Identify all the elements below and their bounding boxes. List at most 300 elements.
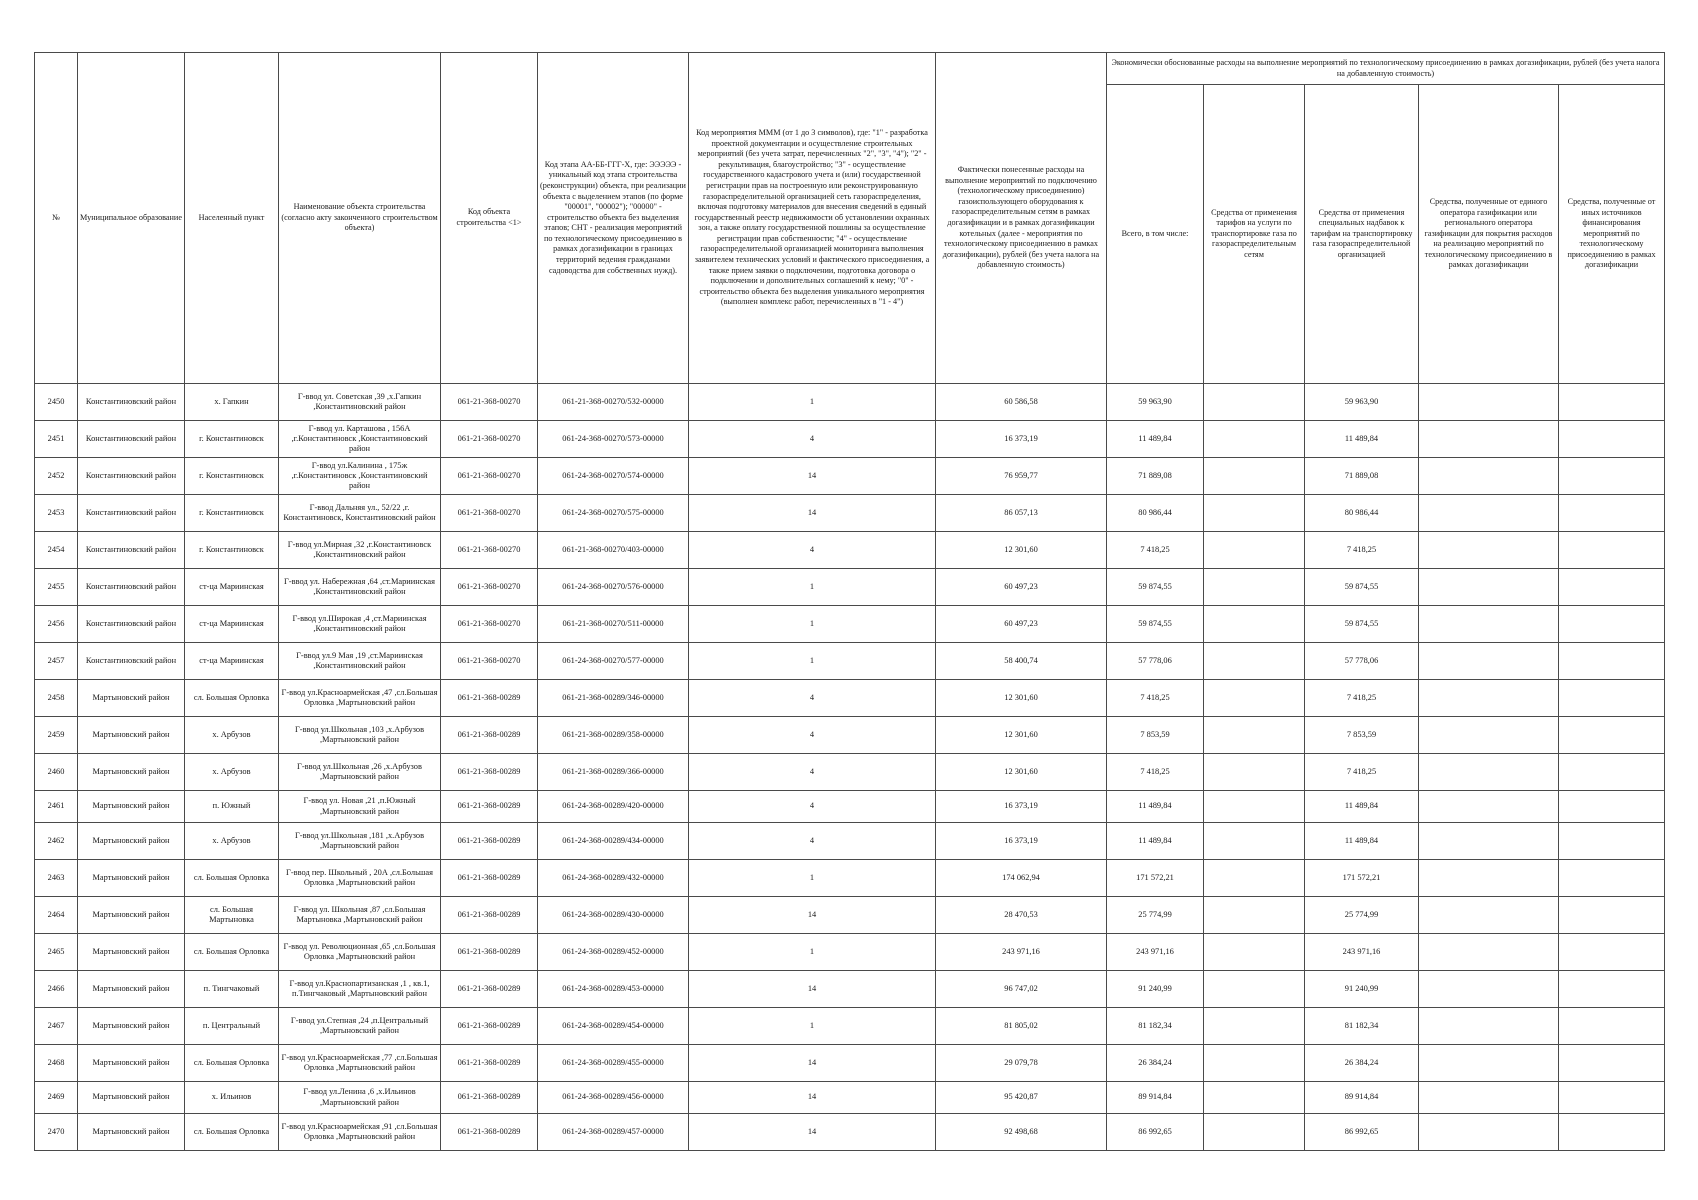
object-name-cell: Г-ввод ул.Школьная ,103 ,х.Арбузов ,Мартыновский район <box>279 717 441 754</box>
municipality-cell: Мартыновский район <box>78 754 185 791</box>
tariffs-cell <box>1204 680 1305 717</box>
measure-code-cell: 1 <box>689 569 936 606</box>
total-cell: 25 774,99 <box>1107 897 1204 934</box>
table-header <box>35 53 1665 384</box>
surcharges-cell: 57 778,06 <box>1305 643 1419 680</box>
total-cell: 7 418,25 <box>1107 680 1204 717</box>
table-row <box>35 897 1665 934</box>
tariffs-cell <box>1204 606 1305 643</box>
total-cell: 7 418,25 <box>1107 532 1204 569</box>
tariffs-cell <box>1204 897 1305 934</box>
settlement-cell: п. Центральный <box>185 1008 279 1045</box>
other-cell <box>1559 860 1665 897</box>
actual-costs-cell: 243 971,16 <box>936 934 1107 971</box>
object-name-cell: Г-ввод ул. Революционная ,65 ,сл.Большая Орловка ,Мартыновский район <box>279 934 441 971</box>
other-cell <box>1559 495 1665 532</box>
total-cell: 59 874,55 <box>1107 606 1204 643</box>
operator-cell <box>1419 1082 1559 1114</box>
actual-costs-cell: 95 420,87 <box>936 1082 1107 1114</box>
object-name-cell: Г-ввод ул.9 Мая ,19 ,ст.Мариинская ,Константиновский район <box>279 643 441 680</box>
tariffs-cell <box>1204 643 1305 680</box>
municipality-cell: Константиновский район <box>78 606 185 643</box>
operator-cell <box>1419 1114 1559 1151</box>
object-code-cell: 061-21-368-00289 <box>441 934 538 971</box>
other-cell <box>1559 680 1665 717</box>
surcharges-cell: 11 489,84 <box>1305 421 1419 458</box>
surcharges-cell: 71 889,08 <box>1305 458 1419 495</box>
total-cell: 57 778,06 <box>1107 643 1204 680</box>
total-cell: 86 992,65 <box>1107 1114 1204 1151</box>
object-name-cell: Г-ввод ул.Школьная ,26 ,х.Арбузов ,Мартыновский район <box>279 754 441 791</box>
stage-code-cell: 061-21-368-00270/532-00000 <box>538 384 689 421</box>
total-cell: 7 853,59 <box>1107 717 1204 754</box>
row-number: 2450 <box>35 384 78 421</box>
measure-code-cell: 1 <box>689 860 936 897</box>
row-number: 2456 <box>35 606 78 643</box>
total-cell: 243 971,16 <box>1107 934 1204 971</box>
operator-cell <box>1419 823 1559 860</box>
other-cell <box>1559 569 1665 606</box>
stage-code-cell: 061-21-368-00270/511-00000 <box>538 606 689 643</box>
row-number: 2462 <box>35 823 78 860</box>
object-name-cell: Г-ввод ул.Красноармейская ,47 ,сл.Большая Орловка ,Мартыновский район <box>279 680 441 717</box>
stage-code-cell: 061-24-368-00289/455-00000 <box>538 1045 689 1082</box>
municipality-cell: Мартыновский район <box>78 1008 185 1045</box>
other-cell <box>1559 897 1665 934</box>
settlement-cell: сл. Большая Орловка <box>185 860 279 897</box>
operator-cell <box>1419 384 1559 421</box>
tariffs-cell <box>1204 934 1305 971</box>
measure-code-cell: 14 <box>689 495 936 532</box>
municipality-cell: Мартыновский район <box>78 791 185 823</box>
table-row <box>35 717 1665 754</box>
actual-costs-cell: 28 470,53 <box>936 897 1107 934</box>
measure-code-cell: 1 <box>689 1008 936 1045</box>
tariffs-cell <box>1204 860 1305 897</box>
table-row <box>35 569 1665 606</box>
table-row <box>35 971 1665 1008</box>
object-name-cell: Г-ввод ул. Карташова , 156А ,г.Константиновск ,Константиновский район <box>279 421 441 458</box>
operator-cell <box>1419 1008 1559 1045</box>
operator-cell <box>1419 532 1559 569</box>
table-row <box>35 680 1665 717</box>
municipality-cell: Мартыновский район <box>78 717 185 754</box>
settlement-cell: сл. Большая Орловка <box>185 934 279 971</box>
actual-costs-cell: 60 586,58 <box>936 384 1107 421</box>
row-number: 2458 <box>35 680 78 717</box>
header-total: Всего, в том числе: <box>1107 85 1204 384</box>
measure-code-cell: 4 <box>689 680 936 717</box>
table-row <box>35 934 1665 971</box>
other-cell <box>1559 823 1665 860</box>
measure-code-cell: 1 <box>689 384 936 421</box>
object-code-cell: 061-21-368-00270 <box>441 458 538 495</box>
header-settlement: Населенный пункт <box>185 53 279 384</box>
other-cell <box>1559 1114 1665 1151</box>
object-name-cell: Г-ввод ул.Краснопартизанская ,1 , кв.1, п.Тингчаковый ,Мартыновский район <box>279 971 441 1008</box>
operator-cell <box>1419 717 1559 754</box>
total-cell: 59 874,55 <box>1107 569 1204 606</box>
object-code-cell: 061-21-368-00289 <box>441 860 538 897</box>
actual-costs-cell: 86 057,13 <box>936 495 1107 532</box>
municipality-cell: Мартыновский район <box>78 971 185 1008</box>
actual-costs-cell: 58 400,74 <box>936 643 1107 680</box>
tariffs-cell <box>1204 421 1305 458</box>
actual-costs-cell: 96 747,02 <box>936 971 1107 1008</box>
row-number: 2465 <box>35 934 78 971</box>
header-object-code: Код объекта строительства <1> <box>441 53 538 384</box>
surcharges-cell: 89 914,84 <box>1305 1082 1419 1114</box>
row-number: 2461 <box>35 791 78 823</box>
object-code-cell: 061-21-368-00270 <box>441 569 538 606</box>
settlement-cell: п. Тингчаковый <box>185 971 279 1008</box>
row-number: 2469 <box>35 1082 78 1114</box>
total-cell: 89 914,84 <box>1107 1082 1204 1114</box>
settlement-cell: ст-ца Мариинская <box>185 569 279 606</box>
measure-code-cell: 14 <box>689 458 936 495</box>
municipality-cell: Константиновский район <box>78 421 185 458</box>
stage-code-cell: 061-24-368-00270/573-00000 <box>538 421 689 458</box>
object-code-cell: 061-21-368-00289 <box>441 971 538 1008</box>
surcharges-cell: 171 572,21 <box>1305 860 1419 897</box>
actual-costs-cell: 12 301,60 <box>936 754 1107 791</box>
settlement-cell: г. Константиновск <box>185 458 279 495</box>
object-code-cell: 061-21-368-00270 <box>441 643 538 680</box>
municipality-cell: Мартыновский район <box>78 860 185 897</box>
municipality-cell: Мартыновский район <box>78 823 185 860</box>
stage-code-cell: 061-24-368-00289/430-00000 <box>538 897 689 934</box>
stage-code-cell: 061-21-368-00270/403-00000 <box>538 532 689 569</box>
measure-code-cell: 1 <box>689 643 936 680</box>
stage-code-cell: 061-21-368-00289/366-00000 <box>538 754 689 791</box>
object-code-cell: 061-21-368-00289 <box>441 823 538 860</box>
surcharges-cell: 59 963,90 <box>1305 384 1419 421</box>
header-group-economic-costs: Экономически обоснованные расходы на выполнение мероприятий по технологическому присоединению в рамках догазификации, рублей (без учета налога на добавленную стоимость) <box>1107 53 1665 85</box>
surcharges-cell: 243 971,16 <box>1305 934 1419 971</box>
table-row <box>35 1082 1665 1114</box>
measure-code-cell: 1 <box>689 606 936 643</box>
municipality-cell: Мартыновский район <box>78 934 185 971</box>
settlement-cell: сл. Большая Мартыновка <box>185 897 279 934</box>
stage-code-cell: 061-24-368-00289/452-00000 <box>538 934 689 971</box>
municipality-cell: Мартыновский район <box>78 680 185 717</box>
object-name-cell: Г-ввод ул.Широкая ,4 ,ст.Мариинская ,Константиновский район <box>279 606 441 643</box>
municipality-cell: Мартыновский район <box>78 1082 185 1114</box>
municipality-cell: Константиновский район <box>78 458 185 495</box>
table-row <box>35 860 1665 897</box>
settlement-cell: г. Константиновск <box>185 421 279 458</box>
row-number: 2463 <box>35 860 78 897</box>
tariffs-cell <box>1204 458 1305 495</box>
table-row <box>35 606 1665 643</box>
settlement-cell: х. Ильинов <box>185 1082 279 1114</box>
surcharges-cell: 81 182,34 <box>1305 1008 1419 1045</box>
surcharges-cell: 80 986,44 <box>1305 495 1419 532</box>
header-stage-code: Код этапа АА-ББ-ГГГ-Х, где: ЭЭЭЭЭ - уникальный код этапа строительства (реконструкции) объекта, при реализации объекта с выделением этапов (по форме "00001", "00002"); "00000" - строительство объекта без выделения этапов; СНТ - реализация мероприятий по технологическому присоединению в рамках догазификации в границах территорий ведения гражданами садоводства для собственных нужд). <box>538 53 689 384</box>
table-row <box>35 421 1665 458</box>
measure-code-cell: 4 <box>689 754 936 791</box>
surcharges-cell: 7 418,25 <box>1305 754 1419 791</box>
measure-code-cell: 1 <box>689 934 936 971</box>
object-code-cell: 061-21-368-00289 <box>441 717 538 754</box>
object-code-cell: 061-21-368-00270 <box>441 384 538 421</box>
operator-cell <box>1419 897 1559 934</box>
object-code-cell: 061-21-368-00289 <box>441 791 538 823</box>
municipality-cell: Константиновский район <box>78 495 185 532</box>
header-municipality: Муниципальное образование <box>78 53 185 384</box>
other-cell <box>1559 643 1665 680</box>
tariffs-cell <box>1204 569 1305 606</box>
header-tariffs: Средства от применения тарифов на услуги по транспортировке газа по газораспределительным сетям <box>1204 85 1305 384</box>
municipality-cell: Мартыновский район <box>78 897 185 934</box>
other-cell <box>1559 717 1665 754</box>
header-measure-code: Код мероприятия МММ (от 1 до 3 символов), где: "1" - разработка проектной документации и осуществление строительных мероприятий (без учета затрат, перечисленных "2", "3", "4"); "2" - рекультивация, благоустройство; "3" - осуществление государственного кадастрового учета и (или) государственной регистрации прав на построенную или реконструированную газораспределительной организацией сеть газораспределения, включая подготовку материалов для внесения сведений в единый государственный реестр недвижимости об установлении охранных зон, а также оплату государственной пошлины за осуществление регистрации прав собственности; "4" - осуществление газораспределительной организацией мониторинга выполнения заявителем технических условий и фактического присоединения, а также прием заявки о подключении, подготовка договора о подключении и дополнительных соглашений к нему; "0" - строительство объекта без выделения уникального мероприятия (выполнен комплекс работ, перечисленных в "1 - 4") <box>689 53 936 384</box>
operator-cell <box>1419 680 1559 717</box>
header-other: Средства, полученные от иных источников финансирования мероприятий по технологическому присоединению в рамках догазификации <box>1559 85 1665 384</box>
header-object-name: Наименование объекта строительства (согласно акту законченного строительством объекта) <box>279 53 441 384</box>
table-row <box>35 384 1665 421</box>
other-cell <box>1559 754 1665 791</box>
operator-cell <box>1419 569 1559 606</box>
row-number: 2467 <box>35 1008 78 1045</box>
tariffs-cell <box>1204 384 1305 421</box>
other-cell <box>1559 1045 1665 1082</box>
stage-code-cell: 061-24-368-00270/577-00000 <box>538 643 689 680</box>
measure-code-cell: 4 <box>689 791 936 823</box>
actual-costs-cell: 76 959,77 <box>936 458 1107 495</box>
table-body <box>35 384 1665 1151</box>
object-name-cell: Г-ввод ул.Красноармейская ,77 ,сл.Большая Орловка ,Мартыновский район <box>279 1045 441 1082</box>
object-name-cell: Г-ввод пер. Школьный , 20А ,сл.Большая Орловка ,Мартыновский район <box>279 860 441 897</box>
total-cell: 11 489,84 <box>1107 823 1204 860</box>
surcharges-cell: 86 992,65 <box>1305 1114 1419 1151</box>
settlement-cell: ст-ца Мариинская <box>185 643 279 680</box>
surcharges-cell: 59 874,55 <box>1305 606 1419 643</box>
tariffs-cell <box>1204 1082 1305 1114</box>
tariffs-cell <box>1204 971 1305 1008</box>
total-cell: 71 889,08 <box>1107 458 1204 495</box>
object-name-cell: Г-ввод ул. Набережная ,64 ,ст.Мариинская ,Константиновский район <box>279 569 441 606</box>
stage-code-cell: 061-21-368-00289/346-00000 <box>538 680 689 717</box>
object-code-cell: 061-21-368-00289 <box>441 897 538 934</box>
total-cell: 11 489,84 <box>1107 791 1204 823</box>
municipality-cell: Константиновский район <box>78 643 185 680</box>
object-code-cell: 061-21-368-00270 <box>441 606 538 643</box>
actual-costs-cell: 16 373,19 <box>936 791 1107 823</box>
other-cell <box>1559 421 1665 458</box>
object-name-cell: Г-ввод ул.Школьная ,181 ,х.Арбузов ,Мартыновский район <box>279 823 441 860</box>
total-cell: 7 418,25 <box>1107 754 1204 791</box>
row-number: 2464 <box>35 897 78 934</box>
object-name-cell: Г-ввод Дальняя ул., 52/22 ,г. Константиновск, Константиновский район <box>279 495 441 532</box>
stage-code-cell: 061-24-368-00289/456-00000 <box>538 1082 689 1114</box>
object-code-cell: 061-21-368-00289 <box>441 1008 538 1045</box>
total-cell: 80 986,44 <box>1107 495 1204 532</box>
stage-code-cell: 061-24-368-00270/576-00000 <box>538 569 689 606</box>
surcharges-cell: 25 774,99 <box>1305 897 1419 934</box>
surcharges-cell: 11 489,84 <box>1305 823 1419 860</box>
other-cell <box>1559 971 1665 1008</box>
row-number: 2453 <box>35 495 78 532</box>
settlement-cell: сл. Большая Орловка <box>185 1045 279 1082</box>
other-cell <box>1559 458 1665 495</box>
total-cell: 91 240,99 <box>1107 971 1204 1008</box>
object-code-cell: 061-21-368-00270 <box>441 421 538 458</box>
row-number: 2468 <box>35 1045 78 1082</box>
row-number: 2459 <box>35 717 78 754</box>
municipality-cell: Константиновский район <box>78 569 185 606</box>
surcharges-cell: 7 418,25 <box>1305 680 1419 717</box>
other-cell <box>1559 606 1665 643</box>
object-code-cell: 061-21-368-00289 <box>441 1114 538 1151</box>
row-number: 2455 <box>35 569 78 606</box>
object-name-cell: Г-ввод ул.Красноармейская ,91 ,сл.Большая Орловка ,Мартыновский район <box>279 1114 441 1151</box>
object-code-cell: 061-21-368-00289 <box>441 754 538 791</box>
municipality-cell: Константиновский район <box>78 532 185 569</box>
object-code-cell: 061-21-368-00289 <box>441 680 538 717</box>
measure-code-cell: 4 <box>689 421 936 458</box>
row-number: 2452 <box>35 458 78 495</box>
settlement-cell: п. Южный <box>185 791 279 823</box>
municipality-cell: Мартыновский район <box>78 1045 185 1082</box>
operator-cell <box>1419 606 1559 643</box>
operator-cell <box>1419 458 1559 495</box>
stage-code-cell: 061-24-368-00289/457-00000 <box>538 1114 689 1151</box>
object-code-cell: 061-21-368-00270 <box>441 532 538 569</box>
object-name-cell: Г-ввод ул. Новая ,21 ,п.Южный ,Мартыновский район <box>279 791 441 823</box>
surcharges-cell: 59 874,55 <box>1305 569 1419 606</box>
object-name-cell: Г-ввод ул.Ленина ,6 ,х.Ильинов ,Мартыновский район <box>279 1082 441 1114</box>
object-name-cell: Г-ввод ул.Степная ,24 ,п.Центральный ,Мартыновский район <box>279 1008 441 1045</box>
other-cell <box>1559 1008 1665 1045</box>
settlement-cell: г. Константиновск <box>185 495 279 532</box>
actual-costs-cell: 174 062,94 <box>936 860 1107 897</box>
total-cell: 171 572,21 <box>1107 860 1204 897</box>
tariffs-cell <box>1204 495 1305 532</box>
table-row <box>35 1008 1665 1045</box>
object-code-cell: 061-21-368-00270 <box>441 495 538 532</box>
total-cell: 81 182,34 <box>1107 1008 1204 1045</box>
municipality-cell: Константиновский район <box>78 384 185 421</box>
stage-code-cell: 061-24-368-00289/434-00000 <box>538 823 689 860</box>
stage-code-cell: 061-24-368-00270/575-00000 <box>538 495 689 532</box>
settlement-cell: ст-ца Мариинская <box>185 606 279 643</box>
measure-code-cell: 14 <box>689 971 936 1008</box>
tariffs-cell <box>1204 1008 1305 1045</box>
stage-code-cell: 061-24-368-00289/453-00000 <box>538 971 689 1008</box>
measure-code-cell: 14 <box>689 1045 936 1082</box>
surcharges-cell: 7 853,59 <box>1305 717 1419 754</box>
actual-costs-cell: 12 301,60 <box>936 680 1107 717</box>
operator-cell <box>1419 971 1559 1008</box>
stage-code-cell: 061-21-368-00289/358-00000 <box>538 717 689 754</box>
total-cell: 26 384,24 <box>1107 1045 1204 1082</box>
object-name-cell: Г-ввод ул.Мирная ,32 ,г.Константиновск ,Константиновский район <box>279 532 441 569</box>
measure-code-cell: 14 <box>689 1082 936 1114</box>
tariffs-cell <box>1204 532 1305 569</box>
actual-costs-cell: 12 301,60 <box>936 717 1107 754</box>
settlement-cell: х. Арбузов <box>185 717 279 754</box>
operator-cell <box>1419 791 1559 823</box>
measure-code-cell: 4 <box>689 717 936 754</box>
object-name-cell: Г-ввод ул. Советская ,39 ,х.Гапкин ,Константиновский район <box>279 384 441 421</box>
actual-costs-cell: 81 805,02 <box>936 1008 1107 1045</box>
row-number: 2451 <box>35 421 78 458</box>
header-no: № <box>35 53 78 384</box>
table-row <box>35 495 1665 532</box>
measure-code-cell: 14 <box>689 897 936 934</box>
header-operator: Средства, полученные от единого оператора газификации или регионального оператора газификации для покрытия расходов на реализацию мероприятий по технологическому присоединению в рамках догазификации <box>1419 85 1559 384</box>
operator-cell <box>1419 934 1559 971</box>
stage-code-cell: 061-24-368-00289/420-00000 <box>538 791 689 823</box>
table-row <box>35 458 1665 495</box>
table-row <box>35 1045 1665 1082</box>
tariffs-cell <box>1204 1045 1305 1082</box>
surcharges-cell: 26 384,24 <box>1305 1045 1419 1082</box>
tariffs-cell <box>1204 754 1305 791</box>
cost-table <box>34 52 1665 1151</box>
actual-costs-cell: 12 301,60 <box>936 532 1107 569</box>
tariffs-cell <box>1204 1114 1305 1151</box>
row-number: 2460 <box>35 754 78 791</box>
row-number: 2470 <box>35 1114 78 1151</box>
actual-costs-cell: 60 497,23 <box>936 569 1107 606</box>
measure-code-cell: 4 <box>689 823 936 860</box>
operator-cell <box>1419 421 1559 458</box>
stage-code-cell: 061-24-368-00289/432-00000 <box>538 860 689 897</box>
stage-code-cell: 061-24-368-00270/574-00000 <box>538 458 689 495</box>
object-name-cell: Г-ввод ул.Калинина , 175ж ,г.Константиновск ,Константиновский район <box>279 458 441 495</box>
settlement-cell: х. Гапкин <box>185 384 279 421</box>
table-row <box>35 823 1665 860</box>
municipality-cell: Мартыновский район <box>78 1114 185 1151</box>
tariffs-cell <box>1204 717 1305 754</box>
table-row <box>35 754 1665 791</box>
stage-code-cell: 061-24-368-00289/454-00000 <box>538 1008 689 1045</box>
total-cell: 59 963,90 <box>1107 384 1204 421</box>
table-row <box>35 791 1665 823</box>
settlement-cell: х. Арбузов <box>185 754 279 791</box>
other-cell <box>1559 384 1665 421</box>
actual-costs-cell: 16 373,19 <box>936 421 1107 458</box>
table-row <box>35 1114 1665 1151</box>
other-cell <box>1559 934 1665 971</box>
other-cell <box>1559 791 1665 823</box>
settlement-cell: х. Арбузов <box>185 823 279 860</box>
other-cell <box>1559 1082 1665 1114</box>
table-row <box>35 643 1665 680</box>
surcharges-cell: 91 240,99 <box>1305 971 1419 1008</box>
operator-cell <box>1419 643 1559 680</box>
tariffs-cell <box>1204 823 1305 860</box>
operator-cell <box>1419 1045 1559 1082</box>
row-number: 2454 <box>35 532 78 569</box>
measure-code-cell: 4 <box>689 532 936 569</box>
operator-cell <box>1419 754 1559 791</box>
object-code-cell: 061-21-368-00289 <box>441 1045 538 1082</box>
table-row <box>35 532 1665 569</box>
header-actual-costs: Фактически понесенные расходы на выполнение мероприятий по подключению (технологическому присоединению) газоиспользующего оборудования к газораспределительным сетям в рамках догазификации и в рамках догазификации котельных (далее - мероприятия по технологическому присоединению в рамках догазификации), рублей (без учета налога на добавленную стоимость) <box>936 53 1107 384</box>
actual-costs-cell: 29 079,78 <box>936 1045 1107 1082</box>
actual-costs-cell: 60 497,23 <box>936 606 1107 643</box>
operator-cell <box>1419 860 1559 897</box>
actual-costs-cell: 92 498,68 <box>936 1114 1107 1151</box>
measure-code-cell: 14 <box>689 1114 936 1151</box>
object-name-cell: Г-ввод ул. Школьная ,87 ,сл.Большая Мартыновка ,Мартыновский район <box>279 897 441 934</box>
total-cell: 11 489,84 <box>1107 421 1204 458</box>
settlement-cell: сл. Большая Орловка <box>185 680 279 717</box>
tariffs-cell <box>1204 791 1305 823</box>
